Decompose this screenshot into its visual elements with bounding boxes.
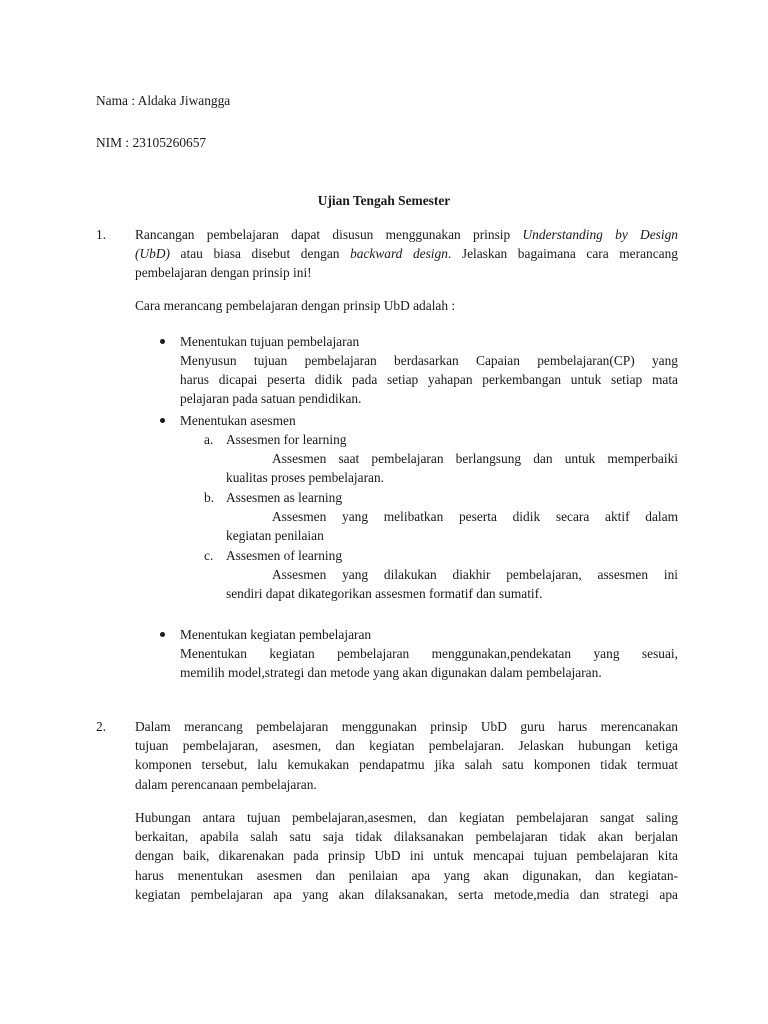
sub-a-line: kualitas proses pembelajaran. <box>226 470 385 486</box>
sub-b-line: kegiatan penilaian <box>226 528 324 544</box>
sub-a-line: Assesmen saat pembelajaran berlangsung dan untuk memperbaiki <box>272 451 678 466</box>
question-2-text <box>135 717 678 794</box>
bullet-1-heading: Menentukan tujuan pembelajaran <box>180 334 360 349</box>
sub-c-line: Assesmen yang dilakukan diakhir pembelajaran, assesmen ini <box>272 567 678 582</box>
sub-a-title: Assesmen for learning <box>226 432 347 447</box>
answer-2-paragraph <box>135 808 678 904</box>
sub-b-line: Assesmen yang melibatkan peserta didik secara aktif dalam <box>272 509 678 524</box>
sub-b-body <box>226 507 678 545</box>
question-1-text-part: atau biasa disebut dengan <box>169 246 351 262</box>
bullet-1-line: pelajaran pada satuan pendidikan. <box>180 391 362 407</box>
question-1-italic-term: Understanding by Design <box>522 227 678 242</box>
bullet-3-heading: Menentukan kegiatan pembelajaran <box>180 627 372 642</box>
bullet-dot-icon <box>160 632 165 637</box>
sub-c-marker: c. <box>204 548 214 563</box>
question-2-line: komponen tersebut, lalu kemukakan pendapatmu jika salah satu komponen tidak termuat <box>135 757 678 773</box>
sub-b-title: Assesmen as learning <box>226 490 343 505</box>
answer-2-line: dengan baik, dikarenakan pada prinsip UbD ini untuk mencapai tujuan pembelajaran kita <box>135 848 678 864</box>
question-1-line <box>135 225 678 244</box>
question-1-text-part: Rancangan pembelajaran dapat disusun menggunakan prinsip <box>135 227 523 242</box>
bullet-dot-icon <box>160 418 165 423</box>
answer-2-line: harus menentukan asesmen dan penilaian apa yang akan digunakan, dan kegiatan- <box>135 867 678 883</box>
bullet-1-line: Menyusun tujuan pembelajaran berdasarkan Capaian pembelajaran(CP) yang <box>180 353 678 368</box>
sub-a-marker: a. <box>204 432 214 447</box>
sub-a-body <box>226 449 678 487</box>
question-1-italic-term: (UbD) <box>135 246 170 262</box>
question-1-text <box>135 225 678 283</box>
answer-2-line: berkaitan, apabila salah satu saja tidak dilaksanakan pembelajaran tidak akan berjalan <box>135 829 678 845</box>
sub-b-marker: b. <box>204 490 215 505</box>
question-2-number: 2. <box>96 719 107 734</box>
bullet-1-body <box>180 351 678 409</box>
bullet-3-line: Menentukan kegiatan pembelajaran menggunakan,pendekatan yang sesuai, <box>180 646 678 661</box>
sub-c-body <box>226 565 678 603</box>
page-title: Ujian Tengah Semester <box>317 193 451 208</box>
question-1-italic-term: backward design <box>350 246 448 262</box>
bullet-2-heading: Menentukan asesmen <box>180 413 296 428</box>
question-1-text-part: . Jelaskan bagaimana cara merancang <box>447 246 678 262</box>
bullet-3-line: memilih model,strategi dan metode yang akan digunakan dalam pembelajaran. <box>180 665 602 681</box>
sub-c-title: Assesmen of learning <box>226 548 343 563</box>
question-1-line <box>135 244 678 263</box>
question-1-line: pembelajaran dengan prinsip ini! <box>135 265 312 281</box>
question-1-number: 1. <box>96 227 107 242</box>
bullet-dot-icon <box>160 339 165 344</box>
question-2-line: dalam perencanaan pembelajaran. <box>135 776 317 792</box>
nim-line: NIM : 23105260657 <box>96 135 207 150</box>
answer-2-line: Hubungan antara tujuan pembelajaran,asesmen, dan kegiatan pembelajaran sangat saling <box>135 810 678 825</box>
answer-2-line: kegiatan pembelajaran apa yang akan dilaksanakan, serta metode,media dan strategi apa <box>135 886 678 902</box>
question-2-line: Dalam merancang pembelajaran menggunakan prinsip UbD guru harus merencanakan <box>135 719 678 734</box>
name-line: Nama : Aldaka Jiwangga <box>96 93 231 108</box>
sub-c-line: sendiri dapat dikategorikan assesmen formatif dan sumatif. <box>226 586 543 602</box>
bullet-1-line: harus dicapai peserta didik pada setiap yahapan perkembangan untuk setiap mata <box>180 372 678 388</box>
bullet-3-body <box>180 644 678 682</box>
answer-1-intro: Cara merancang pembelajaran dengan prinsip UbD adalah : <box>135 298 456 313</box>
question-2-line: tujuan pembelajaran, asesmen, dan kegiatan pembelajaran. Jelaskan hubungan ketiga <box>135 738 678 754</box>
